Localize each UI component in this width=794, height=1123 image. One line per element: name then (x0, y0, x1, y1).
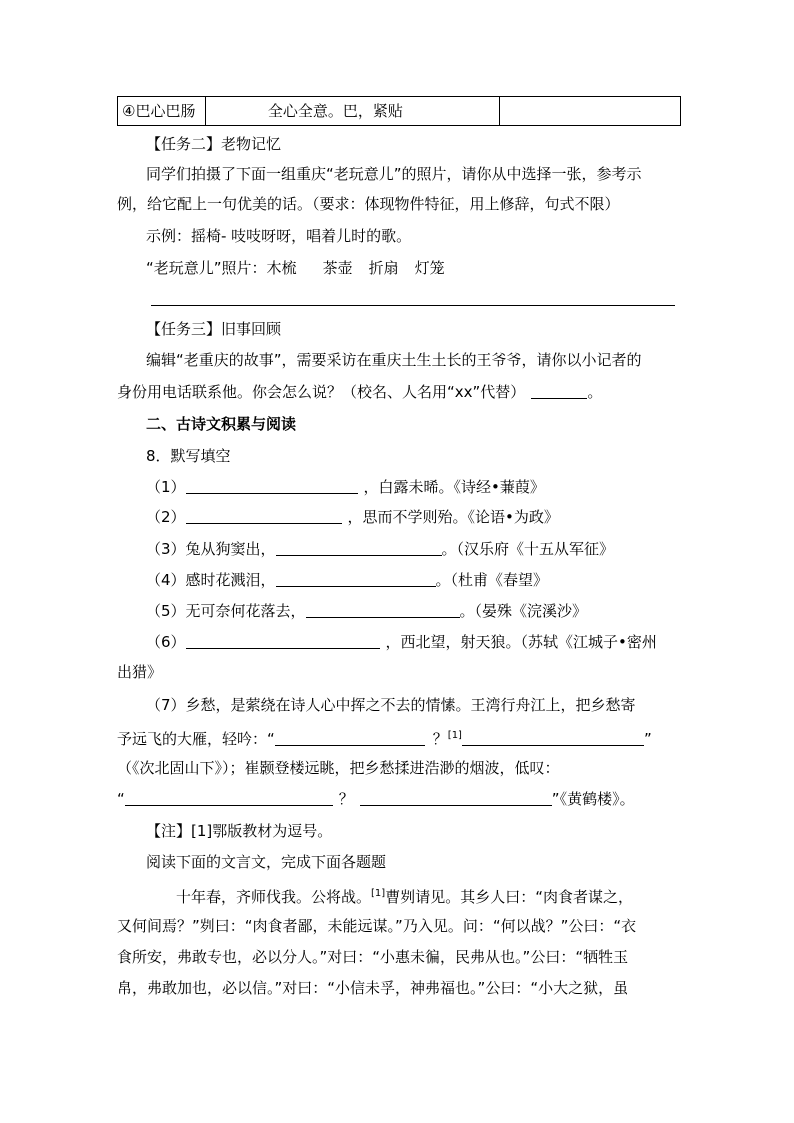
footnote-marker: [1] (447, 730, 462, 741)
photos-label: “老玩意儿”照片： (146, 259, 267, 277)
photos-line (146, 258, 445, 278)
answer-line[interactable] (151, 305, 675, 306)
task2-example: 示例：摇椅- 吱吱呀呀，唱着儿时的歌。 (146, 227, 412, 245)
item-number: （2） (146, 508, 186, 526)
item-text: 予远飞的大雁，轻吟：“ (117, 730, 275, 748)
answer-blank[interactable] (276, 541, 442, 556)
photo-option: 茶壶 (322, 259, 353, 277)
q8-item-7-line1: （7）乡愁，是萦绕在诗人心中挥之不去的情愫。王湾行舟江上，把乡愁寄 (146, 696, 636, 714)
answer-blank[interactable] (186, 509, 342, 524)
q8-item-7-line3: （《次北固山下》）；崔颢登楼远眺，把乡愁揉进浩渺的烟波，低叹： (117, 759, 560, 777)
task3-line2: 身份用电话联系他。你会怎么说？（校名、人名用“xx”代替） (117, 383, 526, 401)
item-text: ，思而不学则殆。《论语•为政》 (347, 508, 559, 526)
task2-line1: 同学们拍摄了下面一组重庆“老玩意儿”的照片，请你从中选择一张，参考示 (146, 165, 642, 183)
q8-item-4 (146, 570, 548, 590)
task3-line1: 编辑“老重庆的故事”，需要采访在重庆土生土长的王爷爷，请你以小记者的 (146, 351, 642, 369)
q8-item-2 (146, 507, 559, 527)
answer-blank[interactable] (462, 731, 644, 746)
item-text: ，白露未晞。《诗经•蒹葭》 (363, 478, 545, 496)
task3-end: 。 (587, 383, 603, 401)
answer-blank[interactable] (360, 791, 552, 806)
item-text: （3）兔从狗窦出， (146, 540, 276, 558)
item-text: ” (643, 730, 652, 748)
section-title: 二、古诗文积累与阅读 (146, 415, 297, 433)
task3-title: 【任务三】旧事回顾 (146, 320, 282, 338)
photo-option: 木梳 (266, 259, 297, 277)
table-row (118, 97, 681, 126)
table-cell-meaning: 全心全意。巴，紧贴 (205, 97, 499, 126)
answer-blank[interactable] (531, 384, 587, 399)
answer-blank[interactable] (306, 603, 460, 618)
q8-item-6 (146, 632, 657, 652)
answer-blank[interactable] (275, 731, 425, 746)
item-text: 。（杜甫《春望》 (435, 571, 549, 589)
passage-line-4: 帛，弗敢加也，必以信。”对曰：“小信未孚，神弗福也。”公曰：“小大之狱，虽 (117, 979, 629, 997)
item-text: ？ (338, 790, 354, 808)
task2-line2: 例，给它配上一句优美的话。（要求：体现物件特征，用上修辞，句式不限） (117, 195, 620, 213)
answer-blank[interactable] (186, 634, 380, 649)
q8-item-7-line2 (117, 726, 652, 749)
item-text: “ (117, 790, 125, 808)
passage-text: 曹刿请见。其乡人曰：“肉食者谋之， (385, 888, 633, 906)
vocab-table (117, 96, 681, 126)
answer-blank[interactable] (125, 791, 333, 806)
table-cell-empty (499, 97, 680, 126)
item-text: ”《黄鹤楼》。 (551, 790, 635, 808)
photo-option: 折扇 (368, 259, 399, 277)
footnote: 【注】[1]鄂版教材为逗号。 (146, 822, 333, 840)
table-cell-term: ④巴心巴肠 (118, 97, 206, 126)
q8-title: 8．默写填空 (146, 447, 231, 465)
q8-item-1 (146, 477, 545, 497)
q8-item-5 (146, 601, 587, 621)
item-number: （6） (146, 633, 186, 651)
passage-line-1 (176, 884, 633, 907)
reading-intro: 阅读下面的文言文，完成下面各题题 (146, 853, 387, 871)
passage-line-3: 食所安，弗敢专也，必以分人。”对曰：“小惠未徧，民弗从也。”公曰：“牺牲玉 (117, 948, 629, 966)
task3-line2-wrap (117, 382, 602, 402)
passage-text: 十年春，齐师伐我。公将战。 (176, 888, 372, 906)
footnote-marker: [1] (371, 888, 386, 899)
photo-option: 灯笼 (414, 259, 445, 277)
item-text: ？ (432, 730, 448, 748)
item-text: 。（汉乐府《十五从军征》 (441, 540, 615, 558)
q8-item-6-cont: 出猎》 (117, 663, 163, 681)
item-text: （4）感时花溅泪， (146, 571, 276, 589)
item-text: （5）无可奈何花落去， (146, 602, 306, 620)
answer-blank[interactable] (186, 479, 358, 494)
q8-item-3 (146, 539, 614, 559)
item-text: ，西北望，射天狼。（苏轼《江城子•密州 (385, 633, 657, 651)
q8-item-7-line4 (117, 789, 635, 809)
item-text: 。（晏殊《浣溪沙》 (459, 602, 588, 620)
task2-title: 【任务二】老物记忆 (146, 135, 282, 153)
passage-line-2: 又何间焉？”刿曰：“肉食者鄙，未能远谋。”乃入见。问：“何以战？”公曰：“衣 (117, 917, 637, 935)
answer-blank[interactable] (276, 572, 436, 587)
item-number: （1） (146, 478, 186, 496)
